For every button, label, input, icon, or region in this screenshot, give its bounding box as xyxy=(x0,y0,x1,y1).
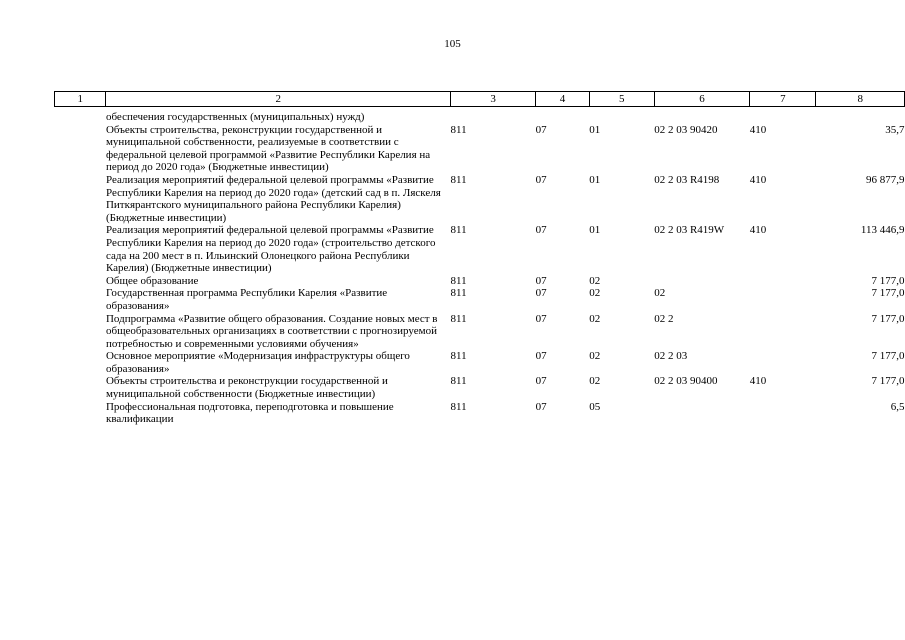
cell-subsection: 05 xyxy=(589,400,601,413)
cell-amount: 96 877,9 xyxy=(866,173,905,186)
table-body xyxy=(55,107,905,426)
cell-section: 07 xyxy=(535,274,547,287)
cell-blank xyxy=(55,313,106,351)
cell-amount: 7 177,0 xyxy=(871,350,905,363)
cell-target-article: 02 2 03 90400 xyxy=(654,375,718,388)
cell-expense-type xyxy=(750,275,816,288)
column-header: 8 xyxy=(816,92,905,107)
cell-blank xyxy=(55,275,106,288)
cell-amount: 7 177,0 xyxy=(871,274,905,287)
cell-blank xyxy=(55,375,106,400)
cell-name: Реализация мероприятий федеральной целевой программы «Развитие Республики Карелия на период до 2020 года» (строительство детского сада на 200 мест в п. Ильинский Олонецкого района Республики Карелия) (Бюджетные инвестиции) xyxy=(105,224,436,275)
cell-section: 07 xyxy=(535,224,547,237)
cell-subsection: 01 xyxy=(589,224,601,237)
cell-section: 07 xyxy=(535,350,547,363)
cell-target-article xyxy=(654,401,750,426)
cell-subsection: 02 xyxy=(589,287,601,300)
cell-blank xyxy=(55,174,106,224)
column-header: 1 xyxy=(55,92,106,107)
cell-name: Общее образование xyxy=(105,274,199,287)
cell-expense-type xyxy=(750,401,816,426)
cell-target-article: 02 xyxy=(654,287,666,300)
table-row xyxy=(55,287,905,312)
cell-target-article: 02 2 xyxy=(654,312,674,325)
cell-ministry: 811 xyxy=(450,400,467,413)
header-row xyxy=(55,92,905,107)
cell-amount: 7 177,0 xyxy=(871,287,905,300)
cell-blank xyxy=(55,124,106,174)
cell-name: Профессиональная подготовка, переподготовка и повышение квалификации xyxy=(105,400,394,426)
cell-subsection: 01 xyxy=(589,123,601,136)
cell-target-article: 02 2 03 90420 xyxy=(654,123,718,136)
column-header: 5 xyxy=(589,92,654,107)
cell-ministry: 811 xyxy=(450,350,467,363)
table-row xyxy=(55,107,905,124)
table-row xyxy=(55,401,905,426)
column-header: 2 xyxy=(106,92,451,107)
cell-ministry: 811 xyxy=(450,375,467,388)
cell-expense-type: 410 xyxy=(749,173,767,186)
cell-subsection xyxy=(589,107,654,124)
cell-expense-type: 410 xyxy=(749,375,767,388)
cell-ministry: 811 xyxy=(450,312,467,325)
cell-expense-type xyxy=(750,313,816,351)
table-row xyxy=(55,124,905,174)
table-row xyxy=(55,375,905,400)
table-row xyxy=(55,313,905,351)
cell-section: 07 xyxy=(535,123,547,136)
cell-subsection: 02 xyxy=(589,274,601,287)
cell-section: 07 xyxy=(535,312,547,325)
cell-section: 07 xyxy=(535,400,547,413)
cell-amount: 6,5 xyxy=(890,400,905,413)
table-row xyxy=(55,350,905,375)
cell-name: Реализация мероприятий федеральной целевой программы «Развитие Республики Карелия на период до 2020 года» (детский сад в п. Ляскеля Питкярантского муниципального района Республики Карелия) (Бюджетные инвестиции) xyxy=(105,173,441,224)
table-row xyxy=(55,275,905,288)
cell-amount: 7 177,0 xyxy=(871,375,905,388)
cell-ministry: 811 xyxy=(450,274,467,287)
page-number: 105 xyxy=(444,38,461,50)
cell-amount: 113 446,9 xyxy=(860,224,905,237)
cell-blank xyxy=(55,224,106,274)
cell-subsection: 02 xyxy=(589,350,601,363)
cell-section: 07 xyxy=(535,287,547,300)
table-row xyxy=(55,174,905,224)
cell-name: Объекты строительства и реконструкции государственной и муниципальной собственности (Бюджетные инвестиции) xyxy=(105,375,388,401)
column-header: 6 xyxy=(654,92,750,107)
cell-section: 07 xyxy=(535,375,547,388)
cell-ministry: 811 xyxy=(450,287,467,300)
cell-blank xyxy=(55,287,106,312)
budget-table xyxy=(54,91,905,426)
cell-expense-type: 410 xyxy=(749,224,767,237)
cell-expense-type: 410 xyxy=(749,123,767,136)
cell-expense-type xyxy=(750,350,816,375)
cell-name: обеспечения государственных (муниципальных) нужд) xyxy=(105,111,365,123)
cell-ministry: 811 xyxy=(450,123,467,136)
cell-amount xyxy=(816,107,905,124)
cell-name: Государственная программа Республики Карелия «Развитие образования» xyxy=(105,287,388,312)
table-header xyxy=(55,92,905,107)
cell-target-article: 02 2 03 xyxy=(654,350,688,363)
cell-subsection: 02 xyxy=(589,312,601,325)
column-header: 4 xyxy=(536,92,590,107)
cell-section xyxy=(536,107,590,124)
cell-expense-type xyxy=(750,287,816,312)
cell-name: Подпрограмма «Развитие общего образования. Создание новых мест в общеобразовательных организациях в соответствии с прогнозируемой потребностью и современными условиями обучения» xyxy=(105,312,438,350)
cell-subsection: 01 xyxy=(589,173,601,186)
cell-subsection: 02 xyxy=(589,375,601,388)
cell-section: 07 xyxy=(535,173,547,186)
cell-name: Основное мероприятие «Модернизация инфраструктуры общего образования» xyxy=(105,350,410,375)
column-header: 7 xyxy=(750,92,816,107)
cell-name: Объекты строительства, реконструкции государственной и муниципальной собственности, реализуемые в соответствии с федеральной целевой программой «Развитие Республики Карелия на период до 2020 года» (Бюджетные инвестиции) xyxy=(105,123,431,174)
cell-ministry: 811 xyxy=(450,173,467,186)
cell-target-article: 02 2 03 R419W xyxy=(654,224,725,237)
cell-amount: 7 177,0 xyxy=(871,312,905,325)
cell-amount: 35,7 xyxy=(885,123,905,136)
cell-target-article xyxy=(654,107,750,124)
cell-ministry: 811 xyxy=(450,224,467,237)
cell-blank xyxy=(55,401,106,426)
cell-target-article xyxy=(654,275,750,288)
cell-blank xyxy=(55,350,106,375)
cell-blank xyxy=(55,107,106,124)
table-row xyxy=(55,224,905,274)
cell-ministry xyxy=(451,107,536,124)
cell-expense-type xyxy=(750,107,816,124)
cell-target-article: 02 2 03 R4198 xyxy=(654,173,720,186)
column-header: 3 xyxy=(451,92,536,107)
